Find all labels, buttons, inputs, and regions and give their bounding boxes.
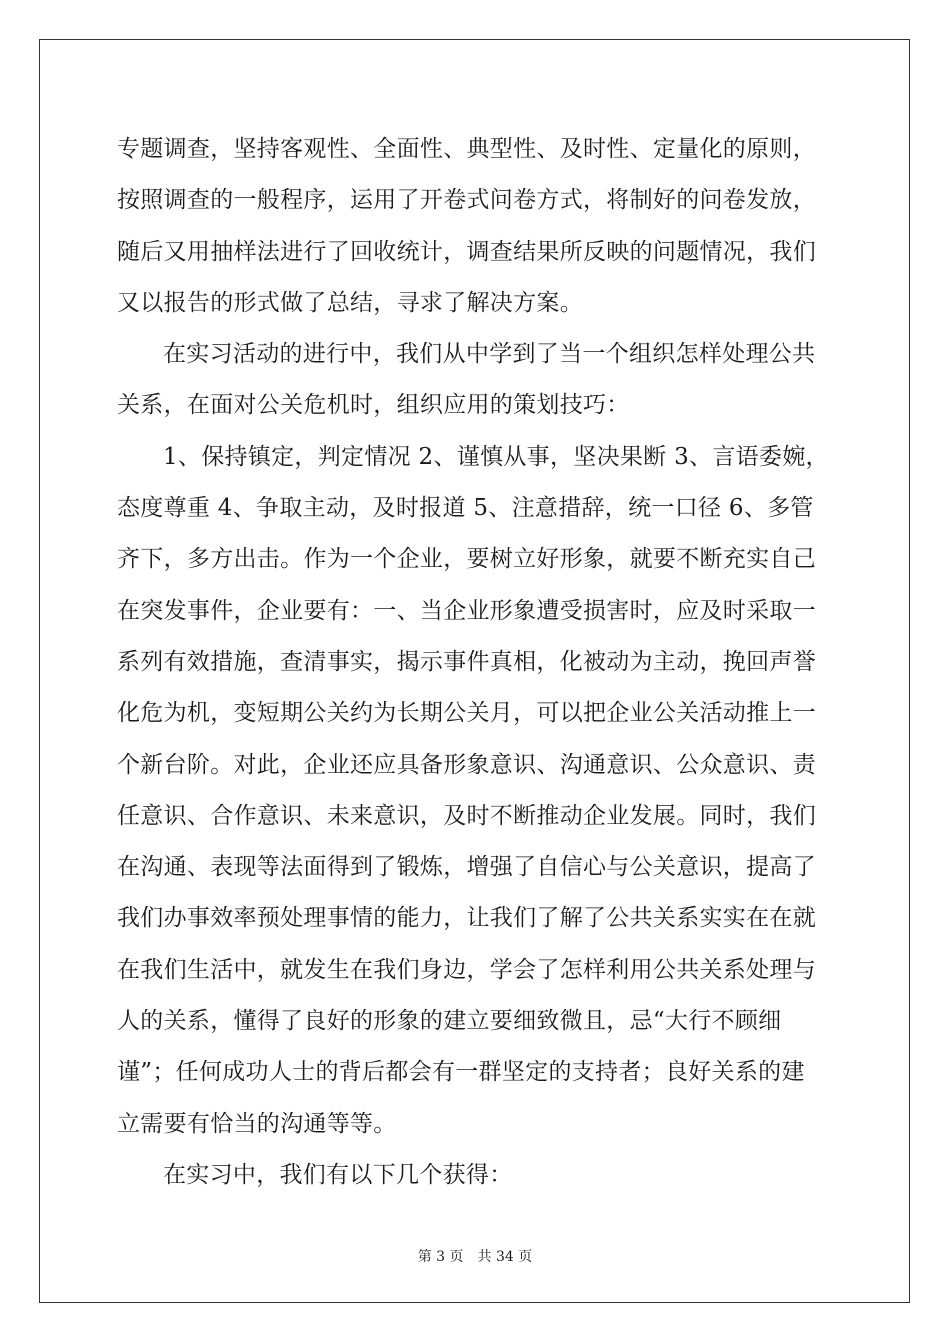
text-line: 化危为机，变短期公关约为长期公关月，可以把企业公关活动推上一: [117, 700, 816, 727]
text-line: 在我们生活中，就发生在我们身边，学会了怎样利用公共关系处理与: [117, 956, 816, 983]
text-line: 人的关系，懂得了良好的形象的建立要细致微且，忌“大行不顾细: [117, 1008, 782, 1035]
text-line: 在沟通、表现等法面得到了锻炼，增强了自信心与公关意识，提高了: [117, 854, 816, 881]
text-line: 1、保持镇定，判定情况 2、谨慎从事，坚决果断 3、言语委婉，: [163, 443, 829, 470]
text-line: 态度尊重 4、争取主动，及时报道 5、注意措辞，统一口径 6、多管: [117, 495, 814, 522]
text-line: 个新台阶。对此，企业还应具备形象意识、沟通意识、公众意识、责: [117, 751, 816, 778]
text-line: 我们办事效率预处理事情的能力，让我们了解了公共关系实实在在就: [117, 905, 816, 932]
text-line: 系列有效措施，查清事实，揭示事件真相，化被动为主动，挽回声誉: [117, 648, 816, 675]
text-line: 任意识、合作意识、未来意识，及时不断推动企业发展。同时，我们: [117, 802, 816, 829]
text-line: 按照调查的一般程序，运用了开卷式问卷方式，将制好的问卷发放，: [117, 187, 816, 214]
text-line: 随后又用抽样法进行了回收统计，调查结果所反映的问题情况，我们: [117, 238, 816, 265]
text-line: 关系，在面对公关危机时，组织应用的策划技巧：: [117, 392, 630, 419]
document-body: [117, 124, 835, 1201]
text-line: 在实习活动的进行中，我们从中学到了当一个组织怎样处理公共: [163, 341, 816, 368]
text-line: 专题调查，坚持客观性、全面性、典型性、及时性、定量化的原则，: [117, 136, 816, 162]
page-number: 第 3 页 共 34 页: [417, 1249, 533, 1265]
page-footer: [0, 1246, 950, 1266]
text-line: 在实习中，我们有以下几个获得：: [163, 1161, 513, 1188]
text-line: 在突发事件，企业要有：一、当企业形象遭受损害时，应及时采取一: [117, 597, 816, 624]
text-line: 立需要有恰当的沟通等等。: [117, 1110, 397, 1137]
text-line: 齐下，多方出击。作为一个企业，要树立好形象，就要不断充实自己: [117, 546, 816, 573]
text-line: 又以报告的形式做了总结，寻求了解决方案。: [117, 289, 583, 316]
text-line: 谨”；任何成功人士的背后都会有一群坚定的支持者；良好关系的建: [117, 1059, 805, 1086]
